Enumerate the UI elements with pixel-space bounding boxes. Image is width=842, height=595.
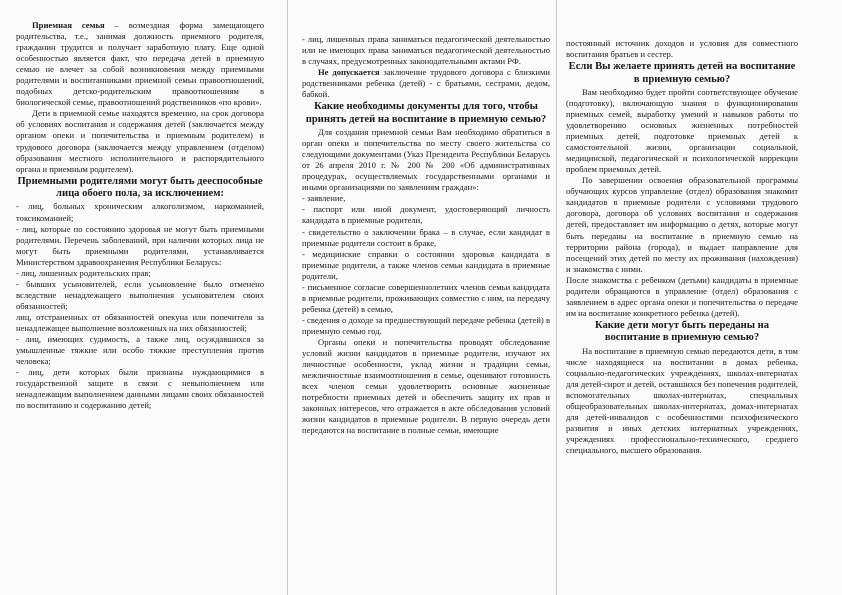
list-item: - лиц, имеющих судимость, а также лиц, осуждавшихся за умышленные тяжкие или особо тяжкие преступления против человека;	[16, 334, 264, 367]
document-item: - заявление,	[302, 193, 346, 204]
column-left	[16, 20, 264, 580]
paragraph-continued: постоянный источник доходов и условия для совместного воспитания братьев и сестер.	[566, 38, 798, 60]
paragraph-training: Вам необходимо будет пройти соответствующее обучение (подготовку), включающую знания о функционировании приемных семей, выработку умений и навыков работы по удовлетворению основных жизненных потребностей приемных детей, подготовке приемных детей к самостоятельной жизни, организации социальной, медицинской, педагогической и психологической коррекции проблем приемных детей.	[566, 86, 798, 175]
list-item: - лиц, дети которых были признаны нуждающимися в государственной защите в связи с невыполнением или ненадлежащим выполнением данными лицами своих обязанностей по воспитанию и содержанию детей;	[16, 367, 264, 411]
list-item: - лиц, лишенных родительских прав;	[16, 267, 151, 278]
heading-documents-needed: Какие необходимы документы для того, чтобы принять детей на воспитание в приемную семью?	[305, 101, 547, 125]
paragraph-inspection: Органы опеки и попечительства проводят обследование условий жизни кандидатов в приемные родители, изучают их личностные особенности, уклад жизни и традиции семьи, межличностные взаимоотношения в семье, оценивают готовность всех членов семьи удовлетворить основные жизненные потребности приемных детей и обеспечить защиту их прав и законных интересов, что отражается в акте обследования условий жизни кандидатов в приемные родители. В первую очередь дети передаются на воспитание в полные семьи, имеющие	[302, 336, 550, 436]
document-item: - паспорт или иной документ, удостоверяющий личность кандидата в приемные родители,	[302, 204, 550, 226]
fold-line-right	[556, 0, 557, 595]
term-foster-family: Приемная семья	[32, 20, 105, 30]
paragraph-which-children: На воспитание в приемную семью передаются дети, в том числе находящиеся на воспитании в домах ребенка, социально-педагогических учреждениях, школах-интернатах для детей-сирот и детей, оставшихся без попечения родителей, вспомогательных школах-интернатах, специальных общеобразовательных школах-интернатах, домах-интернатах для детей-инвалидов с особенностями психофизического развития и иных детских интернатных учреждениях, учреждениях профессионально-технического, среднего специального, высшего образования.	[566, 345, 798, 456]
document-item: - сведения о доходе за предшествующий передаче ребенка (детей) в приемную семью год.	[302, 314, 550, 336]
paragraph-after-meeting: После знакомства с ребенком (детьми) кандидаты в приемные родители обращаются в управление (отдел) образования с заявлением в адрес органа опеки и попечительства о передаче им на воспитание конкретного ребенка (детей).	[566, 274, 798, 318]
paragraph-temporary-stay: Дети в приемной семье находятся временно, на срок договора об условиях воспитания и содержания детей (заключается между органом опеки и попечительства и приемным родителем) и трудового договора (заключается между управлением (отделом) образования местного исполнительного и распорядительного органа и приемным родителем).	[16, 108, 264, 174]
document-item: - медицинские справки о состоянии здоровья кандидата в приемные родители, а также членов семьи кандидата в приемные родители,	[302, 248, 550, 281]
paragraph-no-contract: Не допускается заключение трудового договора с близкими родственниками ребенка (детей) - с братьями, сестрами, дедом, бабкой.	[302, 67, 550, 100]
list-item: - лиц, которые по состоянию здоровья не могут быть приемными родителями. Перечень заболеваний, при наличии которых лица не могут быть приемными родителями, устанавливается Министерством здравоохранения Республики Беларусь:	[16, 223, 264, 267]
list-item: - лиц, больных хроническим алкоголизмом, наркоманией, токсикоманией;	[16, 201, 264, 223]
column-right	[566, 38, 798, 583]
column-middle	[302, 34, 550, 574]
paragraph-apply: Для создания приемной семьи Вам необходимо обратиться в орган опеки и попечительства по месту своего жительства со следующими документами (Указ Президента Республики Беларусь от 26 апреля 2010 г. № 200 № 200 «Об административных процедурах, осуществляемых государственными органами и иными организациями по заявлениям граждан»:	[302, 127, 550, 193]
list-item: - бывших усыновителей, если усыновление было отменено вследствие ненадлежащего выполнения усыновителем своих обязанностей;	[16, 278, 264, 311]
heading-want-to-take-children: Если Вы желаете принять детей на воспитание в приемную семью?	[568, 61, 796, 85]
heading-which-children: Какие дети могут быть переданы на воспитание в приемную семью?	[594, 319, 770, 344]
paragraph-after-training: По завершении освоения образовательной программы обучающих курсов управление (отдел) образования знакомит кандидатов в приемные родители с условиями трудового договора, договора об условиях воспитания и содержания детей, предоставляет им информацию о детях, которые могут быть переданы на воспитание в приемную семью на территории района (города), и выдает направление для посещений этих детей по месту их проживания (нахождения) и знакомства с ними.	[566, 175, 798, 274]
list-item: лиц, отстраненных от обязанностей опекуна или попечителя за ненадлежащее выполнение возложенных на них обязанностей;	[16, 311, 264, 333]
fold-line-left	[287, 0, 288, 595]
document-item: - свидетельство о заключении брака – в случае, если кандидат в приемные родители состоит в браке,	[302, 226, 550, 248]
paragraph-definition: Приемная семья – возмездная форма замещающего родительства, т.е., занимая должность приемного родителя, гражданин трудится и получает заработную плату. Еще одной особенностью является факт, что передача детей в приемную семью не влечет за собой возникновения между приемными родителями и воспитанниками приемной семьи правоотношений, подобных детско-родительским правоотношениям в биологической семье, правоотношений родственников «по крови».	[16, 20, 264, 108]
list-item: - лиц, лишенных права заниматься педагогической деятельностью или не имеющих права заниматься педагогической деятельностью в случаях, предусмотренных законодательными актами РФ.	[302, 34, 550, 67]
term-not-allowed: Не допускается	[318, 67, 380, 78]
document-item: - письменное согласие совершеннолетних членов семьи кандидата в приемные родители, проживающих совместно с ним, на передачу ребенка (детей) в семью,	[302, 281, 550, 314]
heading-who-can-be-parents: Приемными родителями могут быть дееспособные лица обоего пола, за исключением:	[17, 175, 263, 200]
